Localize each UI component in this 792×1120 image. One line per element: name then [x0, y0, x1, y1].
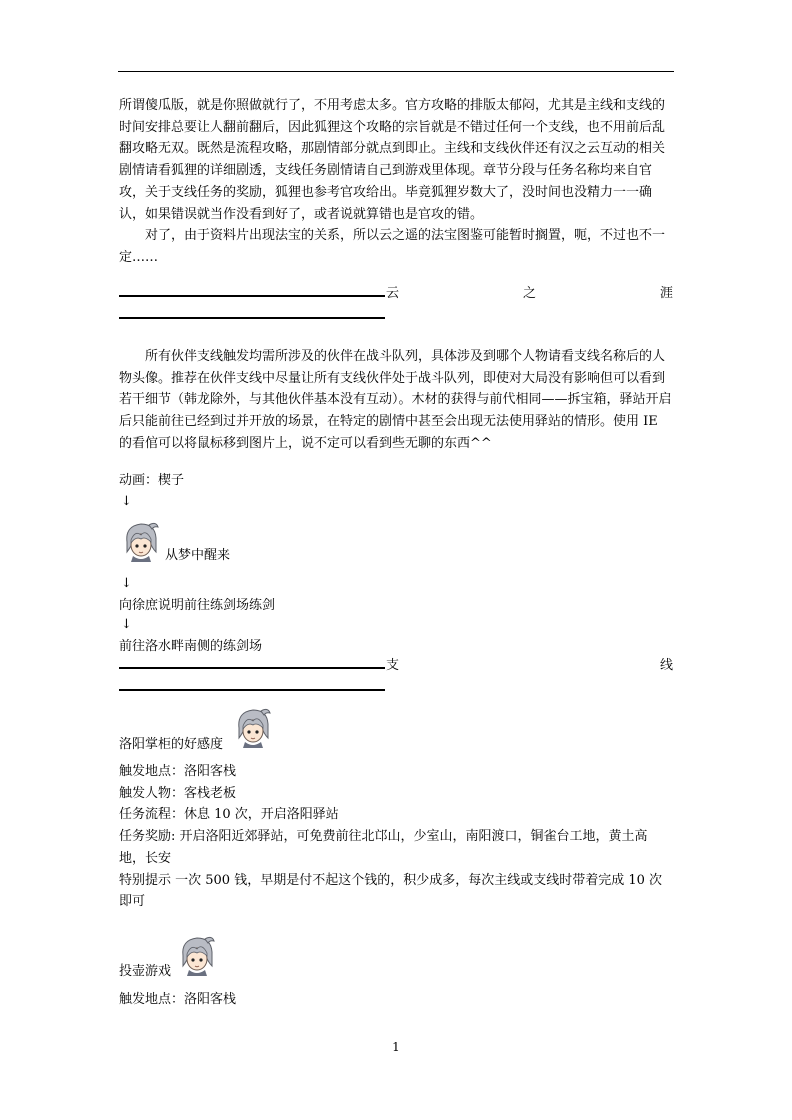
- intro-paragraph: 所谓傻瓜版，就是你照做就行了，不用考虑太多。官方攻略的排版太郁闷，尤其是主线和支线的时间安排总要让人翻前翻后，因此狐狸这个攻略的宗旨就是不错过任何一个支线，也不用前后乱翻攻略无双。既然是流程攻略，那剧情部分就点到即止。主线和支线伙伴还有汉之云互动的相关剧情请看狐狸的详细剧透，支线任务剧情请自己到游戏里体现。章节分段与任务名称均来自官攻，关于支线任务的奖励，狐狸也参考官攻给出。毕竟狐狸岁数大了，没时间也没精力一一确认，如果错误就当作没看到好了，或者说就算错也是官攻的错。: [119, 98, 666, 222]
- companion-note: [119, 346, 672, 455]
- heading-char: 云: [386, 286, 400, 301]
- flow-arrow: ↓: [121, 617, 132, 632]
- heading-rule: [119, 295, 385, 297]
- heading-rule: [119, 317, 385, 319]
- header-rule: [118, 71, 674, 72]
- quest-reward: 任务奖励: 开启洛阳近郊驿站，可免费前往北邙山，少室山，南阳渡口，铜雀台工地，黄土高地，长安: [119, 829, 648, 866]
- flow-step-travel: 前往洛水畔南侧的练剑场: [119, 639, 263, 654]
- flow-animation: 动画：楔子: [119, 473, 185, 488]
- heading-char: 支: [386, 658, 400, 673]
- section-heading-side-quests: [119, 656, 673, 698]
- heading-rule: [119, 667, 385, 669]
- quest-title: 投壶游戏: [119, 964, 172, 979]
- quest-tip: 特别提示 一次 500 钱，早期是付不起这个钱的，积少成多，每次主线或支线时带着完成 10 次即可: [119, 872, 663, 910]
- page-number: 1: [392, 1040, 400, 1054]
- intro-note-paragraph: 对了，由于资料片出现法宝的关系，所以云之遥的法宝图鉴可能暂时搁置，呃，不过也不一定……: [119, 228, 666, 265]
- quest-person: 触发人物：客栈老板: [119, 785, 237, 801]
- flow-arrow: ↓: [121, 494, 132, 509]
- quest-process: 任务流程：休息 10 次，开启洛阳驿站: [119, 807, 339, 823]
- character-avatar-icon: [119, 518, 163, 562]
- flow-step-wake: 从梦中醒来: [165, 548, 231, 563]
- quest-location: 触发地点：洛阳客栈: [119, 764, 237, 779]
- flow-step-explain: 向徐庶说明前往练剑场练剑: [119, 598, 276, 613]
- quest-location: 触发地点：洛阳客栈: [119, 992, 237, 1007]
- character-avatar-icon: [231, 704, 275, 748]
- quest-title: 洛阳掌柜的好感度: [119, 737, 224, 752]
- section-heading-yunzhiya: [119, 284, 673, 326]
- heading-char: 之: [523, 286, 537, 301]
- flow-arrow: ↓: [121, 576, 132, 591]
- character-avatar-icon: [175, 932, 219, 976]
- quest-details: [119, 761, 672, 913]
- heading-char: 涯: [660, 286, 674, 301]
- intro-text: [119, 95, 672, 269]
- heading-rule: [119, 689, 385, 691]
- heading-char: 线: [660, 658, 674, 673]
- companion-note-paragraph: 所有伙伴支线触发均需所涉及的伙伴在战斗队列，具体涉及到哪个人物请看支线名称后的人物头像。推荐在伙伴支线中尽量让所有支线伙伴处于战斗队列，即使对大局没有影响但可以看到若干细节（韩龙除外，与其他伙伴基本没有互动）。木材的获得与前代相同——拆宝箱，驿站开启后只能前往已经到过并开放的场景，在特定的剧情中甚至会出现无法使用驿站的情形。使用 IE 的看倌可以将鼠标移到图片上，说不定可以看到些无聊的东西^^: [119, 349, 672, 451]
